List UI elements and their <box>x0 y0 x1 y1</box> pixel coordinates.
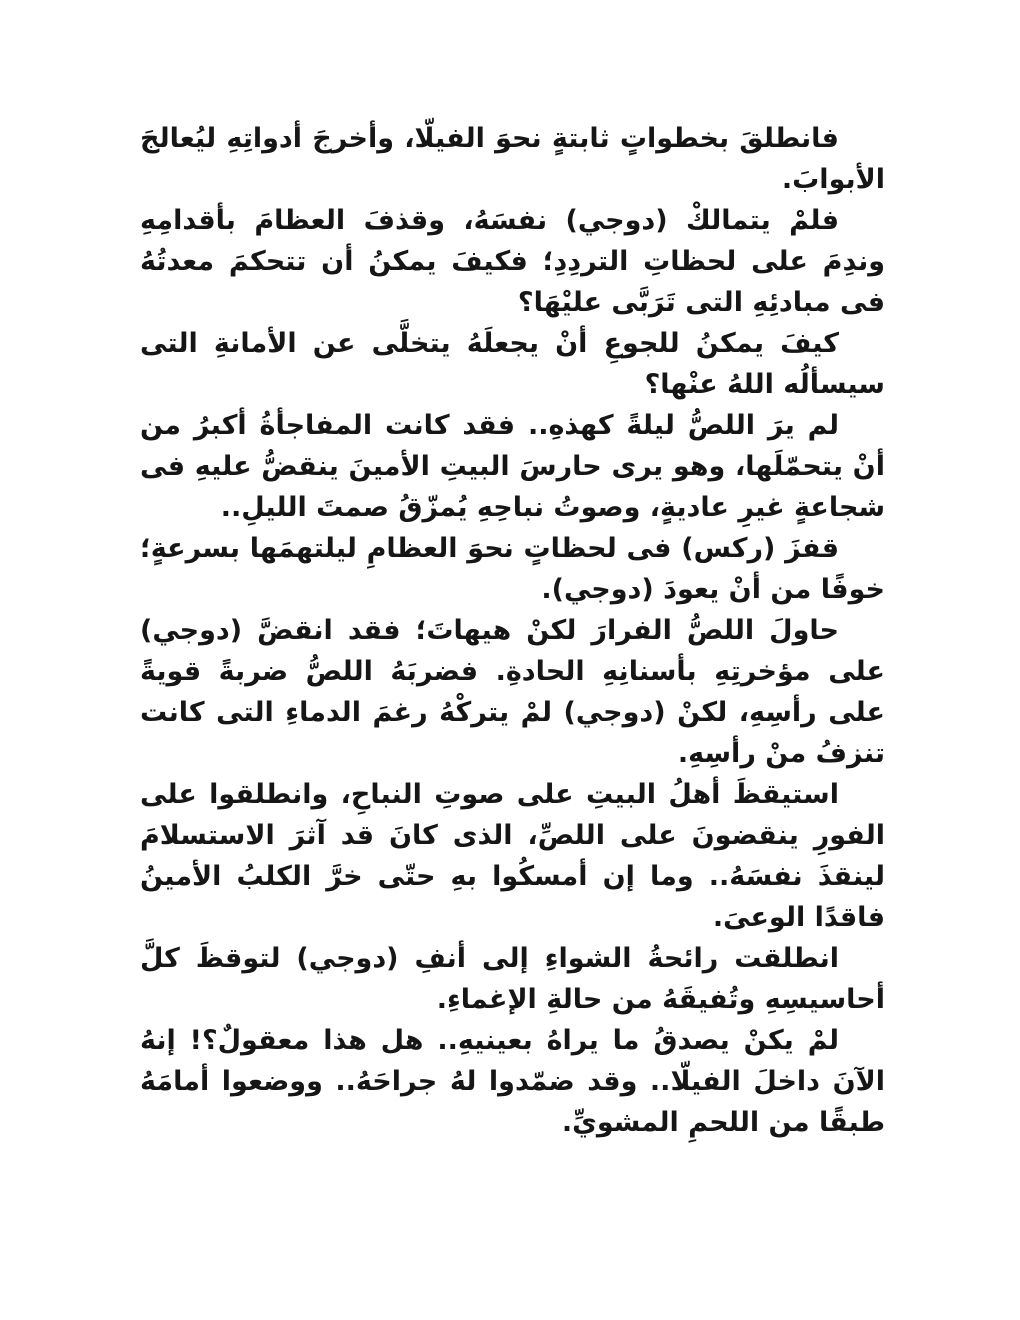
paragraph-4: لم يرَ اللصُّ ليلةً كهذهِ.. فقد كانت المفاجأةُ أكبرُ من أنْ يتحمّلَها، وهو يرى حارسَ البيتِ الأمينَ ينقضُّ عليهِ فى شجاعةٍ غيرِ عاديةٍ، وصوتُ نباحِهِ يُمزّقُ صمتَ الليلِ.. <box>140 410 885 523</box>
paragraph-2: فلمْ يتمالكْ (دوجي) نفسَهُ، وقذفَ العظامَ بأقدامِهِ وندِمَ على لحظاتِ التردِدِ؛ فكيفَ يمكنُ أن تتحكمَ معدتُهُ فى مبادئِهِ التى تَرَبَّى عليْهَا؟ <box>140 205 885 318</box>
paragraph-9: لمْ يكنْ يصدقُ ما يراهُ بعينيهِ.. هل هذا معقولٌ؟! إنهُ الآنَ داخلَ الفيلّا.. وقد ضمّدوا لهُ جراحَهُ.. ووضعوا أمامَهُ طبقًا من اللحمِ المشويِّ. <box>140 1025 885 1138</box>
story-text-block <box>140 118 885 1143</box>
paragraph-8: انطلقت رائحةُ الشواءِ إلى أنفِ (دوجي) لتوقظَ كلَّ أحاسيسِهِ وتُفيقَهُ من حالةِ الإغماءِ. <box>140 943 885 1015</box>
paragraph-1: فانطلقَ بخطواتٍ ثابتةٍ نحوَ الفيلّا، وأخرجَ أدواتِهِ ليُعالجَ الأبوابَ. <box>140 123 885 195</box>
paragraph-3: كيفَ يمكنُ للجوعِ أنْ يجعلَهُ يتخلَّى عن الأمانةِ التى سيسألُه اللهُ عنْها؟ <box>140 328 885 400</box>
paragraph-5: قفزَ (ركس) فى لحظاتٍ نحوَ العظامِ ليلتهمَها بسرعةٍ؛ خوفًا من أنْ يعودَ (دوجي). <box>140 533 885 605</box>
paragraph-7: استيقظَ أهلُ البيتِ على صوتِ النباحِ، وانطلقوا على الفورِ ينقضونَ على اللصِّ، الذى كانَ قد آثرَ الاستسلامَ لينقذَ نفسَهُ.. وما إن أمسكُوا بهِ حتّى خرَّ الكلبُ الأمينُ فاقدًا الوعىَ. <box>140 779 885 933</box>
paragraph-6: حاولَ اللصُّ الفرارَ لكنْ هيهاتَ؛ فقد انقضَّ (دوجي) على مؤخرتِهِ بأسنانِهِ الحادةِ. فضربَهُ اللصُّ ضربةً قويةً على رأسِهِ، لكنْ (دوجي) لمْ يتركْهُ رغمَ الدماءِ التى كانت تنزفُ منْ رأسِهِ. <box>140 615 885 769</box>
